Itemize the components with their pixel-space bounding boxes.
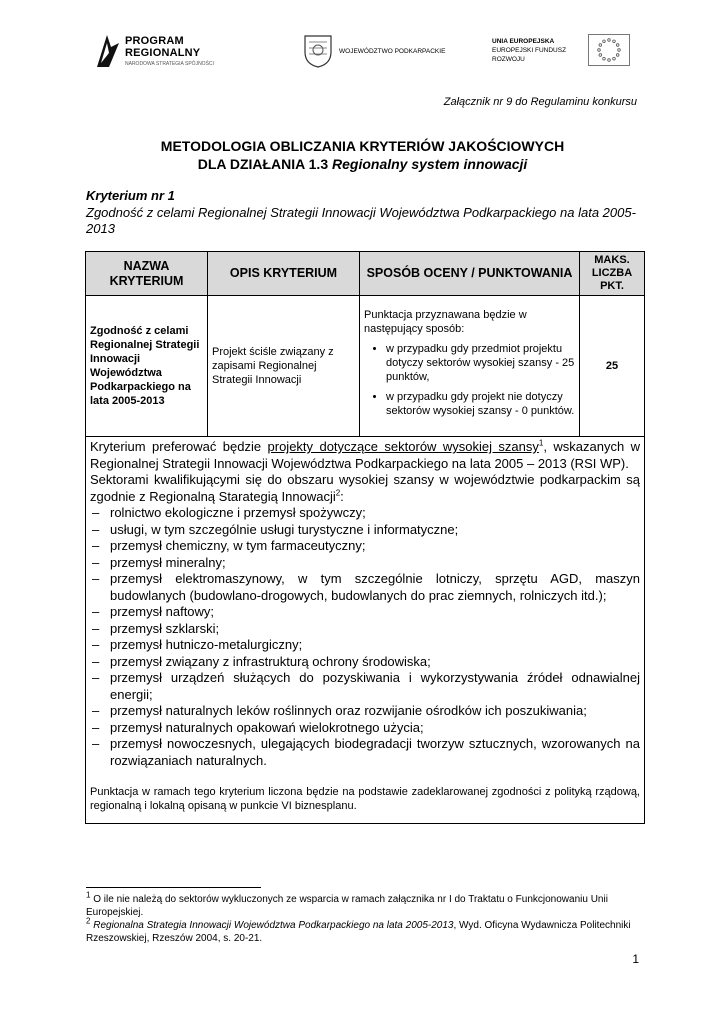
p2-text: Sektorami kwalifikującymi się do obszaru wysokiej szansy w województwie podkarpackim są zgodnie z Regionalną Starategią Innowacji (90, 472, 640, 504)
program-logo-line3: NARODOWA STRATEGIA SPÓJNOŚCI (125, 61, 214, 67)
table-row (86, 296, 645, 437)
list-item: – rolnictwo ekologiczne i przemysł spożywczy; (90, 505, 640, 522)
header-name: NAZWA KRYTERIUM (86, 252, 208, 296)
header-max-l2: LICZBA (591, 267, 633, 279)
list-item: – przemysł naftowy; (90, 604, 640, 621)
scoring-note: Punktacja w ramach tego kryterium liczona będzie na podstawie zadeklarowanej zgodności z polityką rządową, regionalną i lokalną opisaną w punkcie VI biznesplanu. (90, 786, 640, 812)
notes-p1 (90, 439, 640, 472)
method-item: • w przypadku gdy przedmiot projektu dotyczy sektorów wysokiej szansy - 25 punktów, (386, 342, 575, 384)
criterion-description: Zgodność z celami Regionalnej Strategii Innowacji Województwa Podkarpackiego na lata 2005-2013 (86, 205, 636, 236)
list-item: – usługi, w tym szczególnie usługi turystyczne i informatyczne; (90, 522, 640, 539)
attachment-note: Załącznik nr 9 do Regulaminu konkursu (443, 96, 637, 108)
row-name: Zgodność z celami Regionalnej Strategii Innowacji Województwa Podkarpackiego na lata 2005-2013 (86, 296, 208, 437)
footnote-2 (86, 916, 646, 945)
footnote-1 (86, 890, 646, 919)
table-header-row (86, 252, 645, 296)
list-item: – przemysł mineralny; (90, 555, 640, 572)
eu-logo (492, 38, 642, 74)
page-title-line1: METODOLOGIA OBLICZANIA KRYTERIÓW JAKOŚCIOWYCH (160, 138, 565, 154)
p2-end: : (340, 488, 344, 504)
notes-row (86, 437, 645, 824)
criteria-table (85, 251, 645, 824)
list-item: – przemysł naturalnych opakowań wielokrotnego użycia; (90, 720, 640, 737)
title-line2-bold: DLA DZIAŁANIA 1.3 (197, 156, 329, 172)
footnote-1-num: 1 (86, 890, 91, 900)
notes-cell (86, 437, 645, 824)
title-line2-italic: Regionalny system innowacji (332, 156, 528, 172)
method-item: • w przypadku gdy projekt nie dotyczy sektorów wysokiej szansy - 0 punktów. (386, 390, 575, 418)
list-item: – przemysł nowoczesnych, ulegających biodegradacji tworzyw sztucznych, wzorowanych na rozwiązaniach naturalnych. (90, 736, 640, 769)
p1-underlined: projekty dotyczące sektorów wysokiej szansy (267, 439, 539, 454)
footnote-1-text: O ile nie należą do sektorów wykluczonych ze wsparcia w ramach załącznika nr I do Traktatu o Funkcjonowaniu Unii Europejskiej. (86, 894, 608, 918)
list-item: – przemysł elektromaszynowy, w tym szczególnie lotniczy, sprzętu AGD, maszyn budowlanych (budowlano-drogowych, budowlanych do prac ziemnych, rolniczych itd.); (90, 571, 640, 604)
row-method (360, 296, 580, 437)
p1-before: Kryterium preferować będzie (90, 439, 268, 454)
page-title-line2 (0, 156, 725, 172)
list-item: – przemysł hutniczo-metalurgiczny; (90, 637, 640, 654)
list-item: – przemysł szklarski; (90, 621, 640, 638)
sector-list (90, 505, 640, 769)
list-item: – przemysł chemiczny, w tym farmaceutyczny; (90, 538, 640, 555)
eu-line2: EUROPEJSKI FUNDUSZ (492, 47, 567, 54)
list-item: – przemysł urządzeń służących do pozyskiwania i wykorzystywania źródeł odnawialnej energii; (90, 670, 640, 703)
footnote-ref-2: 2 (335, 488, 341, 498)
eu-flag-icon (588, 34, 630, 66)
criterion-label: Kryterium nr 1 (86, 188, 175, 203)
program-logo-icon (95, 33, 121, 69)
method-intro: Punktacja przyznawana będzie w następujący sposób: (364, 309, 527, 335)
notes-p2 (90, 472, 640, 505)
program-regionalny-logo (95, 33, 225, 71)
footnote-2-title: Regionalna Strategia Innowacji Województwa Podkarpackiego na lata 2005-2013 (93, 920, 454, 931)
voivodeship-logo (303, 34, 473, 68)
header-method: SPOSÓB OCENY / PUNKTOWANIA (360, 252, 580, 296)
p1-after: , wskazanych w Regionalnej Strategii Innowacji Województwa Podkarpackiego na lata 2005 – 2013 (RSI WP). (90, 439, 640, 471)
list-item: – przemysł związany z infrastrukturą ochrony środowiska; (90, 654, 640, 671)
header-max-l3: PKT. (600, 280, 624, 292)
footnote-2-rest: , Wyd. Oficyna Wydawnicza Politechniki Rzeszowskiej, Rzeszów 2004, s. 20-21. (86, 920, 631, 944)
header-max (580, 252, 645, 296)
page-number: 1 (632, 952, 639, 966)
footnote-2-num: 2 (86, 916, 91, 926)
program-logo-line1: PROGRAM (125, 35, 184, 47)
eu-line1: UNIA EUROPEJSKA (492, 38, 555, 45)
crest-icon (303, 34, 333, 68)
eu-line3: ROZWOJU (492, 56, 525, 63)
row-desc: Projekt ściśle związany z zapisami Regionalnej Strategii Innowacji (208, 296, 360, 437)
method-list (364, 342, 575, 418)
header-max-l1: MAKS. (594, 254, 630, 266)
header-desc: OPIS KRYTERIUM (208, 252, 360, 296)
footnote-divider (86, 887, 261, 888)
program-logo-line2: REGIONALNY (125, 47, 201, 59)
footnote-ref-1: 1 (538, 438, 544, 448)
row-max: 25 (580, 296, 645, 437)
voivodeship-name: WOJEWÓDZTWO PODKARPACKIE (339, 48, 446, 55)
list-item: – przemysł naturalnych leków roślinnych oraz rozwijanie ośrodków ich poszukiwania; (90, 703, 640, 720)
